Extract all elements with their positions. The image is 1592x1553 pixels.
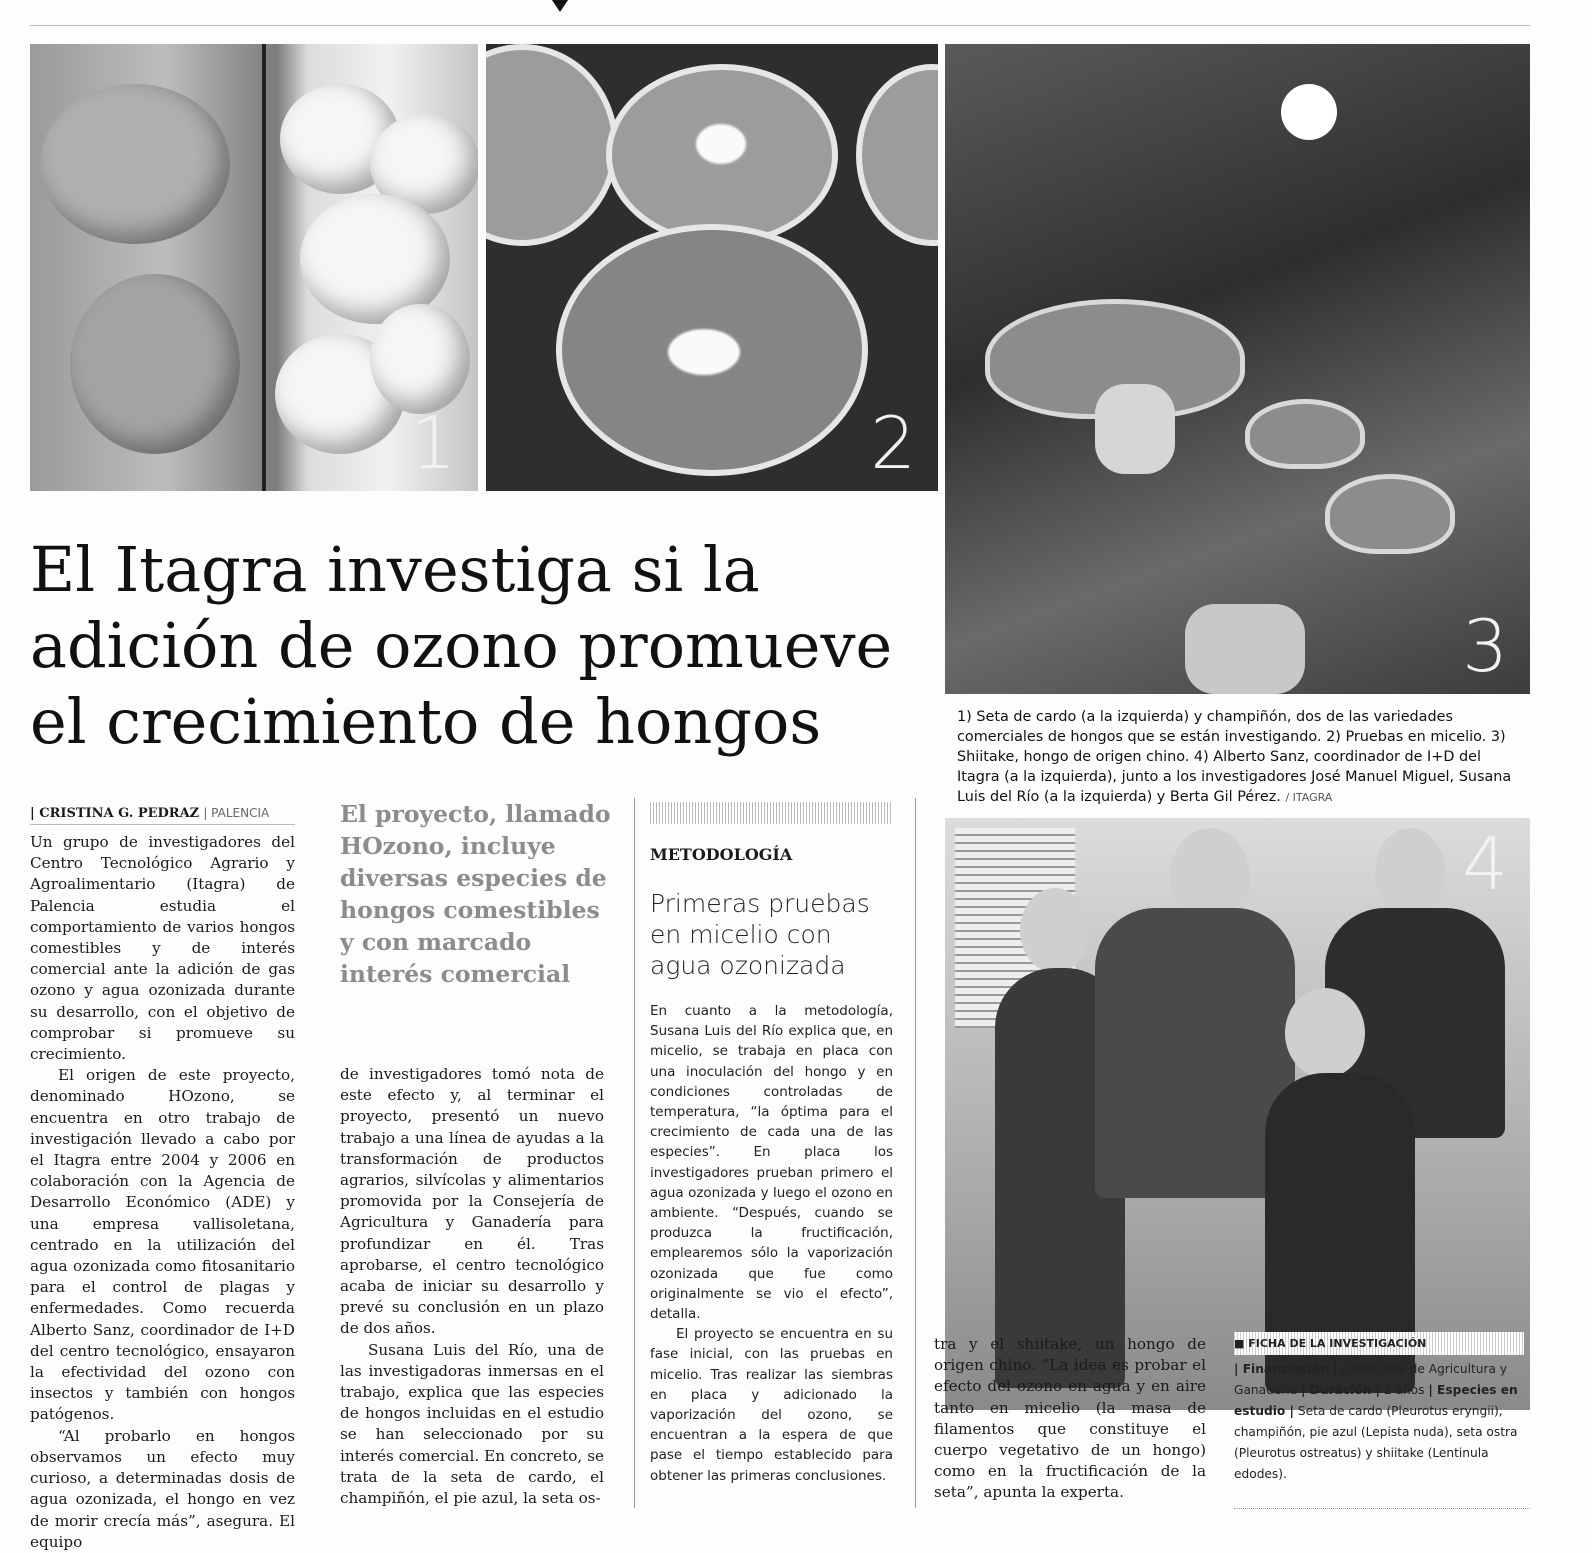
mushroom-cap: [1245, 399, 1365, 469]
photo-researchers: [945, 818, 1530, 1410]
fact-key-species: | Especies en estudio |: [1234, 1383, 1518, 1418]
sidebar-paragraph: En cuanto a la metodología, Susana Luis del Río explica que, en micelio, se trabaja en placa con una inoculación del hongo y en condiciones controladas de temperatura, “la óptima para el crecimiento de cada una de las especies”. En placa los investigadores prueban primero el agua ozonizada y luego el ozono en ambiente. “Después, cuando se produzca la fructificación, emplearemos sólo la vaporización ozonizada que fue como originalmente se vio el efecto”, detalla.: [650, 1003, 893, 1323]
article-column-1: [30, 832, 295, 1553]
top-corner-mark: [552, 0, 568, 12]
photo-number: 1: [410, 401, 456, 485]
mushroom-shape: [370, 304, 470, 414]
mushroom-shape: [40, 84, 230, 244]
fact-value-financing: Consejería de Agricultura y Ganadería: [1234, 1362, 1508, 1397]
photo-shiitake: [945, 44, 1530, 694]
photo-number: 3: [1462, 604, 1508, 688]
caption-text: 1) Seta de cardo (a la izquierda) y champiñón, dos de las variedades comerciales de hongos que se están investigando. 2) Pruebas en micelio. 3) Shiitake, hongo de origen chino. 4) Alberto Sanz, coordinador de I+D del Itagra (a la izquierda), junto a los investigadores José Manuel Miguel, Susana Luis del Río (a la izquierda) y Berta Gil Pérez.: [957, 709, 1512, 805]
body-paragraph: tra y el shiitake, un hongo de origen chino. “La idea es probar el efecto del ozono en agua y en aire tanto en micelio (la masa de filamentos que constituye el cuerpo vegetativo de un hongo) como en la fructificación de la seta”, apunta la experta.: [934, 1335, 1206, 1502]
person-head: [1375, 828, 1445, 918]
fact-key-financing: | Financiación |: [1234, 1362, 1338, 1376]
sidebar-pattern-band: [650, 802, 893, 824]
sidebar-tag: METODOLOGÍA: [650, 845, 793, 864]
research-fact-box: [1234, 1332, 1524, 1485]
body-paragraph: de investigadores tomó nota de este efecto y, al terminar el proyecto, presentó un nuevo trabajo a una línea de ayudas a la transformación de productos agrarios, silvícolas y alimentarios promovida por la Consejería de Agricultura y Ganadería para profundizar en él. Tras aprobarse, el centro tecnológico acaba de iniciar su desarrollo y prevé su conclusión en un plazo de dos años.: [340, 1065, 604, 1338]
mushroom-cap: [1325, 474, 1455, 554]
person-head: [1285, 988, 1365, 1078]
photo-mushrooms: [30, 44, 478, 491]
photo-petri-dishes: [486, 44, 938, 491]
headline: El Itagra investiga si la adición de ozono promueve el crecimiento de hongos: [30, 533, 893, 758]
petri-dish: [856, 64, 938, 246]
sidebar-title: Primeras pruebas en micelio con agua ozonizada: [650, 889, 870, 980]
sidebar-body: [650, 1001, 893, 1486]
fact-box-title: ■ FICHA DE LA INVESTIGACIÓN: [1234, 1332, 1524, 1355]
log-hole: [1281, 84, 1337, 140]
byline: | CRISTINA G. PEDRAZ | PALENCIA: [30, 806, 295, 825]
column-rule: [634, 798, 635, 1508]
sidebar-paragraph: El proyecto se encuentra en su fase inicial, con las pruebas en micelio. Tras realizar las siembras en placa y adicionado la vaporización del ozono, se encuentran a la espera de que pase el tiempo establecido para obtener las primeras conclusiones.: [650, 1326, 893, 1484]
photo-caption: [957, 707, 1523, 808]
fact-value-duration: 2 años: [1383, 1383, 1425, 1397]
petri-dish: [486, 44, 618, 246]
fact-value-species: Seta de cardo (Pleurotus eryngii), champiñón, pie azul (Lepista nuda), seta ostra (Pleurotus ostreatus) y shiitake (Lentinula edodes).: [1234, 1404, 1518, 1481]
top-rule: [30, 25, 1530, 26]
colony: [696, 124, 746, 164]
photo-number: 2: [870, 401, 916, 485]
body-paragraph: Un grupo de investigadores del Centro Tecnológico Agrario y Agroalimentario (Itagra) de Palencia estudia el comportamiento de varios hongos comestibles y de interés comercial ante la adición de gas ozono y agua ozonizada durante su desarrollo, con el objetivo de comprobar si promueve su crecimiento.: [30, 833, 295, 1064]
photo-divider: [262, 44, 266, 491]
mushroom-stem: [1185, 604, 1305, 694]
bottom-rule: [1234, 1508, 1530, 1509]
byline-place: PALENCIA: [211, 806, 270, 820]
person-head: [1020, 888, 1090, 973]
article-column-2: [340, 1064, 604, 1509]
body-paragraph: “Al probarlo en hongos observamos un efecto muy curioso, a determinadas dosis de agua ozonizada, el hongo en vez de morir crecía más”, asegura. El equipo: [30, 1426, 295, 1551]
column-rule: [915, 798, 916, 1508]
article-column-3: [934, 1334, 1206, 1504]
colony: [668, 329, 740, 375]
photo-number: 4: [1462, 822, 1508, 906]
body-paragraph: Susana Luis del Río, una de las investigadoras inmersas en el trabajo, explica que las especies de hongos incluidas en el estudio se han seleccionado por su interés comercial. En concreto, se trata de la seta de cardo, el champiñón, el pie azul, la seta os-: [340, 1340, 604, 1508]
caption-credit: / ITAGRA: [1285, 791, 1333, 804]
mushroom-stem: [1095, 384, 1175, 474]
body-paragraph: El origen de este proyecto, denominado HOzono, se encuentra en otro trabajo de investigación llevado a cabo por el Itagra entre 2004 y 2006 en colaboración con la Agencia de Desarrollo Económico (ADE) y una empresa vallisoletana, centrado en la utilización del agua ozonizada como fitosanitario para el control de plagas y enfermedades. Como recuerda Alberto Sanz, coordinador de I+D del centro tecnológico, ensayaron la efectividad del ozono con insectos y también con hongos patógenos.: [30, 1066, 295, 1424]
mushroom-shape: [70, 274, 240, 454]
fact-key-duration: | Duración |: [1301, 1383, 1380, 1397]
byline-author: CRISTINA G. PEDRAZ: [39, 806, 200, 821]
pull-quote: El proyecto, llamado HOzono, incluye diversas especies de hongos comestibles y con marcado interés comercial: [340, 800, 611, 988]
